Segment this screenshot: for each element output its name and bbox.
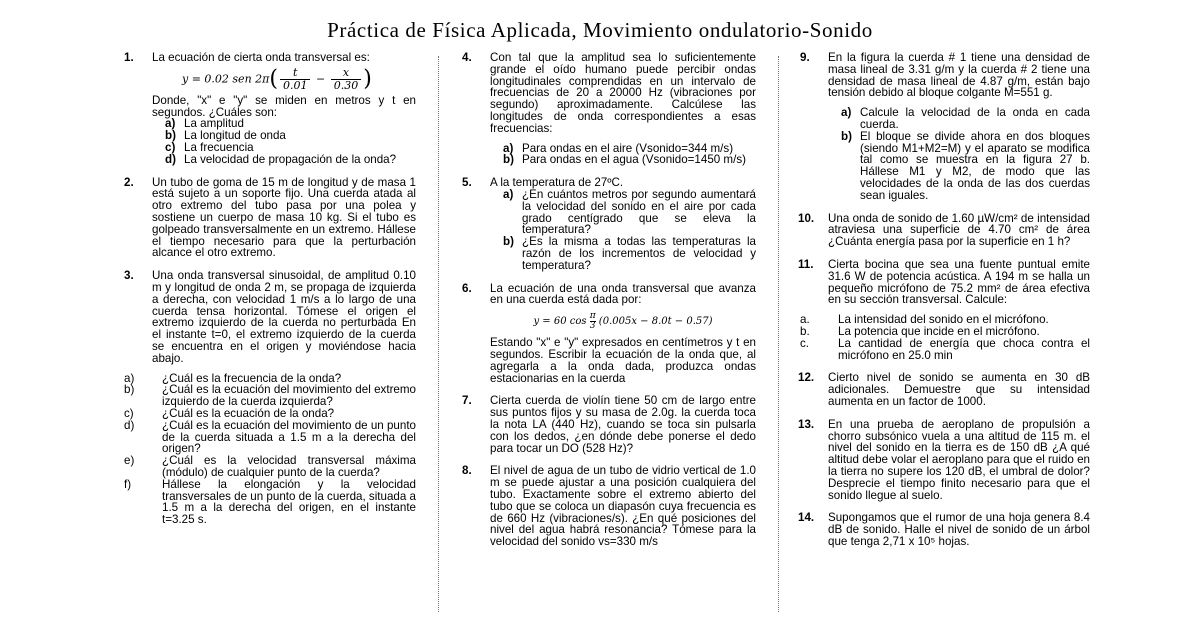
- frac-numerator: t: [280, 67, 311, 80]
- equation-lhs: y = 0.02 sen 2π: [182, 72, 270, 86]
- problem-8: [462, 465, 756, 548]
- problem-14: [800, 512, 1090, 547]
- problem-5: [462, 177, 756, 271]
- sub-question: a) La amplitud: [165, 117, 244, 131]
- sub-question: d) ¿Cuál es la ecuación del movimiento de un punto de la cuerda situada a 1.5 m a la derecha del origen?: [124, 418, 416, 456]
- sub-question: a) Calcule la velocidad de la onda en cada cuerda.: [841, 106, 1090, 131]
- sub-question: a) ¿Cuál es la frecuencia de la onda?: [124, 371, 342, 385]
- column-divider: [438, 56, 439, 612]
- problem-number: 9.: [800, 51, 810, 64]
- sub-question: d) La velocidad de propagación de la onda?: [165, 152, 397, 166]
- problem-text: En una prueba de aeroplano de propulsión a chorro subsónico vuela a una altitud de 115 m. el nivel del sonido en la tierra es de 150 dB ¿A qué altitud debe volar el aeroplano para que el ruido en la tierra no supere los 120 dB, el umbral de dolor? Desprecie el tiempo finito necesario para que el sonido llegue al suelo.: [828, 417, 1090, 502]
- frac-numerator: x: [331, 67, 362, 80]
- problem-11: [800, 259, 1090, 361]
- problem-3: [124, 270, 416, 526]
- problem-number: 14.: [798, 511, 815, 525]
- problem-10: [800, 213, 1090, 248]
- problem-text: Una onda transversal sinusoidal, de amplitud 0.10 m y longitud de onda 2 m, se propaga de izquierda a derecha, con velocidad 1 m/s a lo largo de una cuerda tensa horizontal. Tómese el origen el extremo izquierdo de la cuerda no perturbada En el instante t=0, el extremo izquierdo de la cuerda se encuentra en el origen y moviéndose hacia abajo.: [152, 269, 416, 365]
- sub-question: a) Para ondas en el aire (Vsonido=344 m/s): [503, 141, 734, 155]
- problem-text: El nivel de agua de un tubo de vidrio vertical de 1.0 m se puede ajustar a una posición cualquiera del tubo. Exactamente sobre el extremo abierto del tubo que se coloca un diapasón cuya frecuencia es de 660 Hz (vibraciones/s). ¿En qué posiciones del nivel del agua habrá resonancia? Tómese para la velocidad del sonido vs=330 m/s: [490, 464, 756, 549]
- frac-denominator: 3: [589, 321, 596, 332]
- problem-text: Con tal que la amplitud sea lo suficientemente grande el oído humano puede percibir ondas longitudinales comprendidas en un intervalo de frecuencias de 20 a 20000 Hz (vibraciones por segundo) aproximadamente. Calcúlese las longitudes de onda correspondientes a esas frecuencias:: [490, 51, 756, 135]
- frac-denominator: 0.01: [282, 78, 308, 92]
- problem-number: 8.: [462, 464, 472, 478]
- problem-number: 1.: [124, 51, 134, 64]
- equation-lhs: y = 60 cos: [533, 316, 587, 328]
- problem-text: Estando "x" e "y" expresados en centímetros y t en segundos. Escribir la ecuación de la onda que, al agregarla a la onda dada, produzca ondas estacionarias en la cuerda: [490, 336, 756, 385]
- sub-question: b) ¿Es la misma a todas las temperaturas la razón de los incrementos de velocidad y temperatura?: [503, 235, 756, 272]
- problem-number: 10.: [798, 211, 815, 225]
- sub-question: c) La frecuencia: [165, 140, 254, 154]
- wave-equation: [490, 306, 756, 337]
- sub-question: a. La intensidad del sonido en el micrófono.: [800, 313, 1049, 327]
- sub-question: f) Hállese la elongación y la velocidad transversales de un punto de la cuerda, situada a 1.5 m a la derecha del origen, en el instante t=3.25 s.: [124, 477, 416, 527]
- sub-question: b) El bloque se divide ahora en dos bloques (siendo M1+M2=M) y el aparato se modifica tal como se muestra en la figura 27 b. Hállese M1 y M2, de modo que las velocidades de la onda de las dos cuerdas sean iguales.: [841, 129, 1090, 202]
- sub-question: b. La potencia que incide en el micrófono.: [800, 324, 1040, 338]
- problem-7: [462, 395, 756, 454]
- problem-number: 12.: [798, 371, 815, 385]
- problem-text: En la figura la cuerda # 1 tiene una densidad de masa lineal de 3.31 g/m y la cuerda # 2 tiene una densidad de masa lineal de 4.87 g/m, están bajo tensión debido al bloque colgante M=551 g.: [828, 51, 1090, 100]
- problem-text: La ecuación de una onda transversal que avanza en una cuerda está dada por:: [490, 281, 756, 307]
- problem-text: La ecuación de cierta onda transversal es:: [152, 51, 370, 64]
- equation-rhs: (0.005x − 8.0t − 0.57): [598, 316, 713, 328]
- problem-text: Supongamos que el rumor de una hoja genera 8.4 dB de sonido. Halle el nivel de sonido de un árbol que tenga 2,71 x 10⁵ hojas.: [828, 511, 1090, 548]
- problem-text: Cierto nivel de sonido se aumenta en 30 dB adicionales. Demuestre que su intensidad aumenta en un factor de 1000.: [828, 371, 1090, 408]
- frac-denominator: 0.30: [333, 78, 359, 92]
- problem-number: 7.: [462, 394, 472, 408]
- page-title: Práctica de Física Aplicada, Movimiento ondulatorio-Sonido: [327, 18, 873, 42]
- problem-text: Cierta bocina que sea una fuente puntual emite 31.6 W de potencia acústica. A 194 m se halla un pequeño micrófono de 75.2 mm² de área efectiva en su sección transversal. Calcule:: [828, 257, 1090, 307]
- problem-13: [800, 419, 1090, 502]
- problem-number: 5.: [462, 176, 472, 190]
- column-divider: [778, 56, 779, 612]
- sub-question: b) ¿Cuál es la ecuación del movimiento del extremo izquierdo de la cuerda izquierda?: [124, 383, 416, 409]
- problem-text: Cierta cuerda de violín tiene 50 cm de largo entre sus puntos fijos y su masa de 2.0g. la cuerda toca la nota LA (440 Hz), cuando se toca sin pulsarla con los dedos, ¿en dónde debe ponerse el dedo para tocar un DO (528 Hz)?: [490, 394, 756, 455]
- problem-1: [124, 52, 416, 166]
- problem-number: 11.: [798, 257, 814, 271]
- wave-equation: y = 0.02 sen 2π( $\frac{t}{0.01}$ − $\frac{x}{0.30}$ ): [182, 65, 372, 92]
- sub-question: c) ¿Cuál es la ecuación de la onda?: [124, 406, 335, 420]
- problem-4: [462, 52, 756, 166]
- sub-question: c. La cantidad de energía que choca contra el micrófono en 25.0 min: [800, 336, 1090, 362]
- problem-text: Un tubo de goma de 15 m de longitud y de masa 1 está sujeto a un soporte fijo. Una cuerda atada al otro extremo del tubo pasa por una polea y sostiene un cuerpo de masa 10 kg. Si el tubo es golpeado transversalmente en un extremo. Hállese el tiempo necesario para que la perturbación alcance el otro extremo.: [152, 175, 416, 260]
- column-2: [462, 52, 756, 559]
- sub-question: b) Para ondas en el agua (Vsonido=1450 m/s): [503, 153, 746, 167]
- problem-number: 3.: [124, 269, 134, 283]
- problem-text: A la temperatura de 27ºC.: [490, 176, 624, 190]
- minus-sign: −: [315, 72, 326, 86]
- problem-12: [800, 372, 1090, 407]
- frac-numerator: π: [589, 311, 596, 322]
- column-3: [800, 52, 1090, 559]
- problem-text: Una onda de sonido de 1.60 µW/cm² de intensidad atraviesa una superficie de 4.70 cm² de área ¿Cuánta energía pasa por la superficie en 1 h?: [828, 211, 1090, 249]
- problem-text: Donde, "x" e "y" se miden en metros y t en segundos. ¿Cuáles son:: [152, 93, 416, 119]
- problem-number: 6.: [462, 281, 472, 295]
- column-1: [124, 52, 416, 537]
- sub-question: b) La longitud de onda: [165, 129, 286, 143]
- problem-number: 2.: [124, 175, 134, 189]
- problem-number: 13.: [798, 417, 815, 431]
- problem-6: [462, 283, 756, 385]
- problem-9: [800, 52, 1090, 202]
- problem-number: 4.: [462, 51, 472, 64]
- problem-2: [124, 177, 416, 260]
- sub-question: a) ¿En cuántos metros por segundo aumentará la velocidad del sonido en el aire por cada grado centígrado que se eleva la temperatura?: [503, 187, 756, 237]
- sub-question: e) ¿Cuál es la velocidad transversal máxima (módulo) de cualquier punto de la cuerda?: [124, 454, 416, 479]
